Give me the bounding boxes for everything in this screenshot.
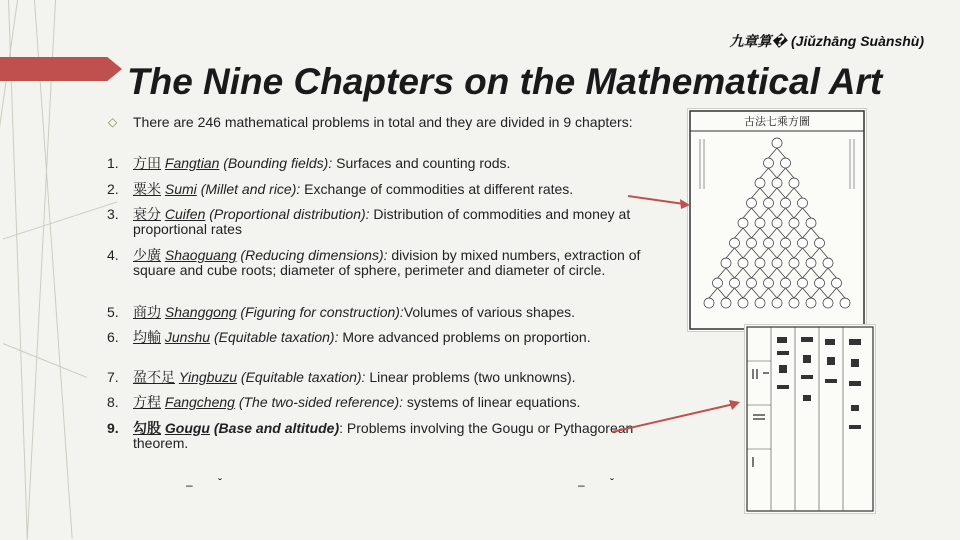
triangle-node [789, 178, 799, 188]
triangle-link [760, 188, 769, 198]
chapter-chinese: 粟米 [133, 181, 161, 197]
triangle-link [743, 248, 752, 258]
chapter-description: Exchange of commodities at different rates. [300, 181, 574, 197]
chapter-description: : Problems involving the Gougu or Pythagorean theorem. [133, 420, 634, 451]
triangle-node [772, 298, 782, 308]
chapter-description: Surfaces and counting rods. [332, 155, 511, 171]
item-number: 2. [107, 181, 119, 197]
triangle-link [769, 208, 778, 218]
triangle-node [781, 198, 791, 208]
triangle-link [777, 188, 786, 198]
triangle-link [726, 288, 735, 298]
item-number: 5. [107, 304, 119, 320]
triangle-link [718, 268, 727, 278]
triangle-link [769, 248, 778, 258]
triangle-link [777, 248, 786, 258]
triangle-node [772, 178, 782, 188]
triangle-link [769, 288, 778, 298]
triangle-link [769, 268, 778, 278]
triangle-link [777, 148, 786, 158]
item-number: 6. [107, 329, 119, 345]
chapter-description: More advanced problems on proportion. [338, 329, 591, 345]
triangle-node [755, 218, 765, 228]
chapter-gloss: (Equitable taxation): [240, 369, 366, 385]
triangle-link [735, 248, 744, 258]
triangle-link [752, 188, 761, 198]
triangle-link [820, 268, 829, 278]
triangle-node [704, 298, 714, 308]
item-number: 7. [107, 369, 119, 385]
triangle-node [755, 178, 765, 188]
triangle-link [735, 228, 744, 238]
chapter-gloss: (The two-sided reference): [238, 394, 404, 410]
triangle-link [803, 268, 812, 278]
decor-line [3, 343, 87, 378]
triangle-link [769, 168, 778, 178]
triangle-node [815, 278, 825, 288]
triangle-link [820, 248, 829, 258]
triangle-node [772, 138, 782, 148]
triangle-node [721, 298, 731, 308]
triangle-node [806, 258, 816, 268]
chapter-name: Shanggong [164, 304, 237, 320]
triangle-link [752, 228, 761, 238]
diamond-bullet-icon: ◇ [108, 115, 118, 129]
triangle-node [781, 238, 791, 248]
footer-mark: ˇ [610, 476, 614, 490]
triangle-node [806, 218, 816, 228]
triangle-link [777, 208, 786, 218]
triangle-link [803, 248, 812, 258]
chapter-chinese: 均輸 [133, 329, 161, 345]
triangle-link [735, 288, 744, 298]
triangle-link [794, 288, 803, 298]
triangle-link [811, 268, 820, 278]
triangle-link [777, 268, 786, 278]
decor-line [3, 201, 117, 239]
triangle-link [743, 228, 752, 238]
counting-rod-table-icon [745, 325, 875, 513]
triangle-node [798, 278, 808, 288]
triangle-link [760, 208, 769, 218]
chapter-description: Distribution of commodities and money at proportional rates [133, 206, 631, 237]
chapter-name: Gougu [164, 420, 210, 436]
chapter-chinese: 衰分 [133, 206, 161, 222]
triangle-node [789, 298, 799, 308]
triangle-link [794, 268, 803, 278]
triangle-node [806, 298, 816, 308]
chapter-chinese: 方田 [133, 155, 161, 171]
triangle-link [752, 268, 761, 278]
chapter-gloss: (Reducing dimensions): [240, 247, 388, 263]
triangle-node [747, 278, 757, 288]
chapter-name: Sumi [164, 181, 197, 197]
triangle-link [760, 228, 769, 238]
triangle-node [738, 258, 748, 268]
triangle-link [735, 268, 744, 278]
arrow-to-figure-1 [628, 192, 698, 212]
triangle-link [786, 248, 795, 258]
triangle-link [820, 288, 829, 298]
chapter-chinese: 盈不足 [133, 369, 175, 385]
triangle-node [798, 238, 808, 248]
item-number: 9. [107, 420, 119, 436]
triangle-link [777, 168, 786, 178]
triangle-link [828, 288, 837, 298]
triangle-link [769, 228, 778, 238]
subtitle: 九章算� (Jiǔzhāng Suànshù) [729, 33, 924, 49]
triangle-link [777, 288, 786, 298]
page-title: The Nine Chapters on the Mathematical Art [127, 61, 883, 102]
triangle-link [718, 288, 727, 298]
triangle-node [747, 198, 757, 208]
triangle-node [789, 218, 799, 228]
chapter-name: Fangtian [164, 155, 220, 171]
triangle-node [747, 238, 757, 248]
triangle-link [811, 228, 820, 238]
item-number: 1. [107, 155, 119, 171]
intro-text: There are 246 mathematical problems in total and they are divided in 9 chapters: [133, 114, 633, 130]
triangle-node [755, 298, 765, 308]
triangle-node [781, 158, 791, 168]
footer-mark: – [578, 478, 585, 492]
chapter-chinese: 方程 [133, 394, 161, 410]
triangle-link [760, 288, 769, 298]
triangle-link [837, 288, 846, 298]
triangle-link [803, 208, 812, 218]
triangle-node [840, 298, 850, 308]
chapter-gloss: (Proportional distribution): [209, 206, 370, 222]
chapter-name: Junshu [164, 329, 211, 345]
chapter-gloss: (Figuring for construction): [240, 304, 404, 320]
triangle-link [786, 208, 795, 218]
chapter-gloss: (Millet and rice): [200, 181, 301, 197]
chapter-name: Fangcheng [164, 394, 235, 410]
arrow-to-figure-2 [612, 398, 742, 438]
chapter-name: Cuifen [164, 206, 206, 222]
triangle-link [760, 268, 769, 278]
triangle-node [832, 278, 842, 288]
triangle-link [769, 188, 778, 198]
triangle-link [811, 288, 820, 298]
footer-mark: ˇ [218, 476, 222, 490]
triangle-node [823, 298, 833, 308]
chapter-name: Yingbuzu [178, 369, 238, 385]
triangle-link [760, 168, 769, 178]
footer-mark: – [186, 478, 193, 492]
triangle-link [709, 288, 718, 298]
item-number: 8. [107, 394, 119, 410]
triangle-node [764, 158, 774, 168]
yang-hui-triangle-icon [688, 109, 866, 331]
triangle-link [786, 188, 795, 198]
chapter-description: Volumes of various shapes. [403, 304, 576, 320]
triangle-link [777, 228, 786, 238]
triangle-node [755, 258, 765, 268]
chapter-gloss: (Bounding fields): [223, 155, 333, 171]
figure-heading: 古法七乘方圖 [744, 115, 810, 128]
chapter-chinese: 商功 [133, 304, 161, 320]
triangle-link [726, 248, 735, 258]
triangle-link [786, 228, 795, 238]
triangle-link [794, 248, 803, 258]
triangle-node [772, 218, 782, 228]
chapter-chinese: 少廣 [133, 247, 161, 263]
triangle-link [752, 248, 761, 258]
counting-rod-manuscript-image [744, 324, 876, 514]
triangle-link [794, 208, 803, 218]
triangle-node [730, 238, 740, 248]
chapter-description: division by mixed numbers, extraction of square and cube roots; diameter of sphere, perimeter and diameter of circle. [133, 247, 641, 278]
item-number: 4. [107, 247, 119, 263]
chapter-gloss: (Base and altitude) [213, 420, 340, 436]
triangle-link [752, 288, 761, 298]
triangle-link [769, 148, 778, 158]
triangle-link [752, 208, 761, 218]
triangle-link [811, 248, 820, 258]
triangle-link [803, 288, 812, 298]
triangle-link [794, 228, 803, 238]
triangle-node [823, 258, 833, 268]
triangle-node [772, 258, 782, 268]
chapter-name: Shaoguang [164, 247, 237, 263]
triangle-link [743, 268, 752, 278]
chapter-gloss: (Equitable taxation): [213, 329, 339, 345]
triangle-node [738, 298, 748, 308]
triangle-node [730, 278, 740, 288]
triangle-node [764, 238, 774, 248]
triangle-link [743, 208, 752, 218]
triangle-node [764, 278, 774, 288]
triangle-node [815, 238, 825, 248]
item-number: 3. [107, 206, 119, 222]
triangle-link [743, 288, 752, 298]
triangle-link [786, 288, 795, 298]
triangle-link [760, 248, 769, 258]
triangle-node [789, 258, 799, 268]
triangle-link [786, 268, 795, 278]
triangle-link [803, 228, 812, 238]
triangle-link [794, 188, 803, 198]
triangle-node [721, 258, 731, 268]
triangle-node [764, 198, 774, 208]
triangle-link [726, 268, 735, 278]
triangle-link [828, 268, 837, 278]
triangle-node [713, 278, 723, 288]
chapter-description: Linear problems (two unknowns). [365, 369, 576, 385]
triangle-node [738, 218, 748, 228]
chapter-description: systems of linear equations. [403, 394, 581, 410]
triangle-link [786, 168, 795, 178]
title-accent-bar [0, 57, 122, 81]
chapter-chinese: 勾股 [133, 420, 161, 436]
triangle-node [781, 278, 791, 288]
triangle-node [798, 198, 808, 208]
triangle-manuscript-image [687, 108, 867, 332]
